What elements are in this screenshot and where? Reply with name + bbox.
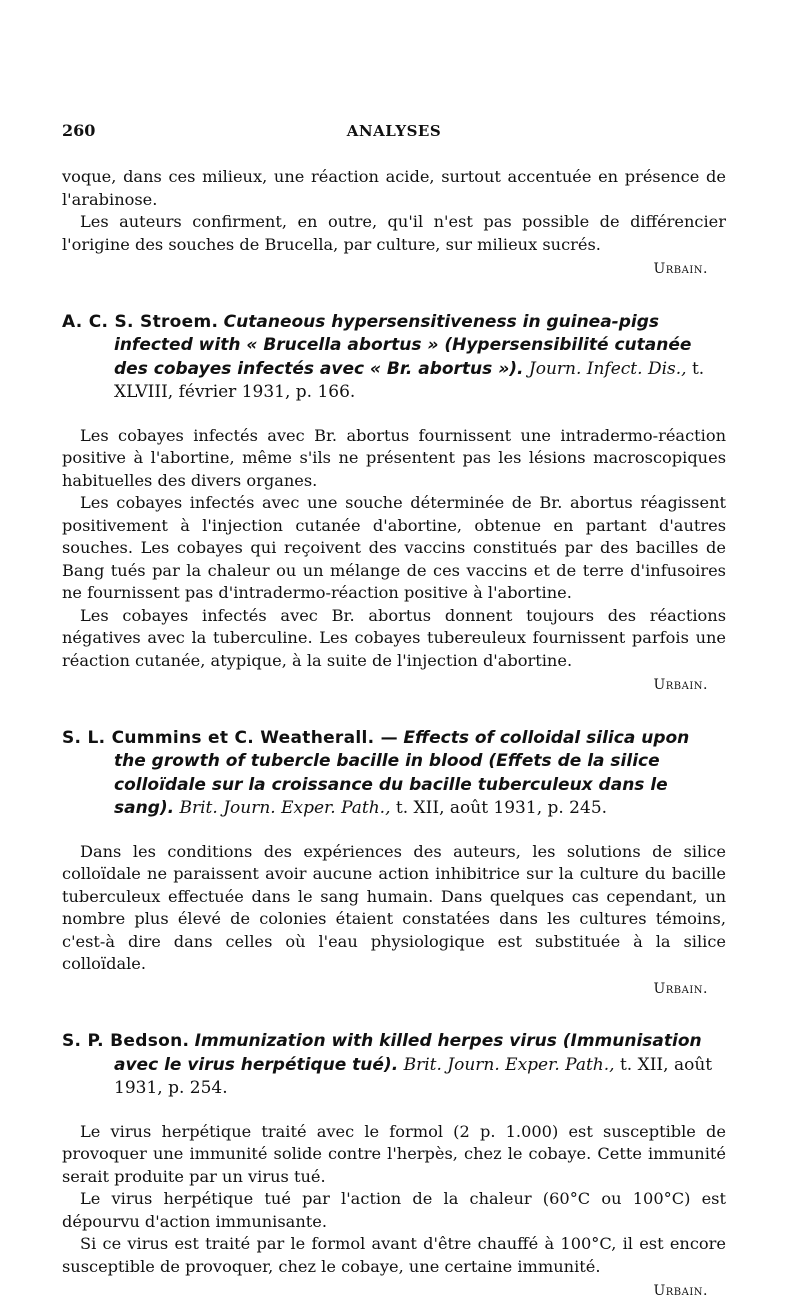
reference-bedson	[62, 1030, 726, 1101]
reference-title: Cutaneous hypersensitiveness in guinea-pigs infected with « Brucella abortus » (Hypersensibilité cutanée des cobayes infectés avec « Br. abortus »).	[114, 311, 692, 379]
abstract-paragraph: Si ce virus est traité par le formol avant d'être chauffé à 100°C, il est encore susceptible de provoquer, chez le cobaye, une certaine immunité.	[62, 1234, 726, 1276]
intro-signature: Urbain.	[653, 261, 708, 277]
abstract-paragraph: Les cobayes infectés avec Br. abortus donnent toujours des réactions négatives avec la tuberculine. Les cobayes tubereuleux fournissent parfois une réaction cutanée, atypique, à la suite de l'injection d'abortine.	[62, 605, 726, 670]
abstract-signature: Urbain.	[653, 980, 708, 997]
reference-journal: Brit. Journ. Exper. Path.,	[403, 1054, 615, 1075]
reference-cummins	[62, 727, 726, 821]
intro-paragraph-1: voque, dans ces milieux, une réaction acide, surtout accentuée en présence de l'arabinose.	[62, 167, 726, 209]
reference-authors: S. P. Bedson.	[62, 1031, 190, 1051]
abstract-signature: Urbain.	[653, 1283, 708, 1299]
abstract-signature: Urbain.	[653, 677, 708, 693]
reference-title: Immunization with killed herpes virus (Immunisation avec le virus herpétique tué).	[114, 1031, 702, 1075]
page-number: 260	[62, 121, 96, 140]
reference-title: Effects of colloidal silica upon the growth of tubercle bacille in blood (Effets de la silice colloïdale sur la croissance du bacille tuberculeux dans le sang).	[114, 727, 690, 818]
page-header	[62, 120, 726, 144]
reference-authors: S. L. Cummins et C. Weatherall. —	[62, 727, 398, 748]
reference-stroem	[62, 311, 726, 405]
abstract-paragraph: Le virus herpétique tué par l'action de la chaleur (60°C ou 100°C) est dépourvu d'action immunisante.	[62, 1189, 726, 1231]
reference-authors: A. C. S. Stroem.	[62, 311, 219, 332]
reference-source: t. XII, août 1931, p. 254.	[114, 1054, 713, 1098]
abstract-paragraph: Dans les conditions des expériences des auteurs, les solutions de silice colloïdale ne paraissent avoir aucune action inhibitrice sur la culture du bacille tuberculeux effectuée dans le sang humain. Dans quelques cas cependant, un nombre plus élevé de colonies étaient constatées dans les cultures témoins, c'est-à dire dans celles où l'eau physiologique est substituée à la silice colloïdale.	[62, 841, 726, 973]
reference-journal: Brit. Journ. Exper. Path.,	[179, 798, 391, 818]
reference-source: t. XII, août 1931, p. 245.	[395, 798, 608, 818]
reference-journal: Journ. Infect. Dis.,	[528, 358, 687, 379]
abstract-paragraph: Les cobayes infectés avec une souche déterminée de Br. abortus réagissent positivement à l'injection cutanée d'abortine, obtenue en partant d'autres souches. Les cobayes qui reçoivent des vaccins constitués par des bacilles de Bang tués par la chaleur ou un mélange de ces vaccins et de terre d'infusoires ne fournissent pas d'intradermo-réaction positive à l'abortine.	[62, 493, 726, 602]
intro-paragraph-2: Les auteurs confirment, en outre, qu'il n'est pas possible de différencier l'origine des souches de Brucella, par culture, sur milieux sucrés.	[62, 212, 726, 254]
reference-source: t. XLVIII, février 1931, p. 166.	[114, 358, 705, 402]
abstract-paragraph: Le virus herpétique traité avec le formol (2 p. 1.000) est susceptible de provoquer une immunité solide contre l'herpès, chez le cobaye. Cette immunité serait produite par un virus tué.	[62, 1121, 726, 1186]
journal-page	[62, 120, 726, 1303]
abstract-paragraph: Les cobayes infectés avec Br. abortus fournissent une intradermo-réaction positive à l'abortine, même s'ils ne présentent pas les lésions macroscopiques habituelles des divers organes.	[62, 425, 726, 490]
running-title: ANALYSES	[346, 122, 442, 140]
